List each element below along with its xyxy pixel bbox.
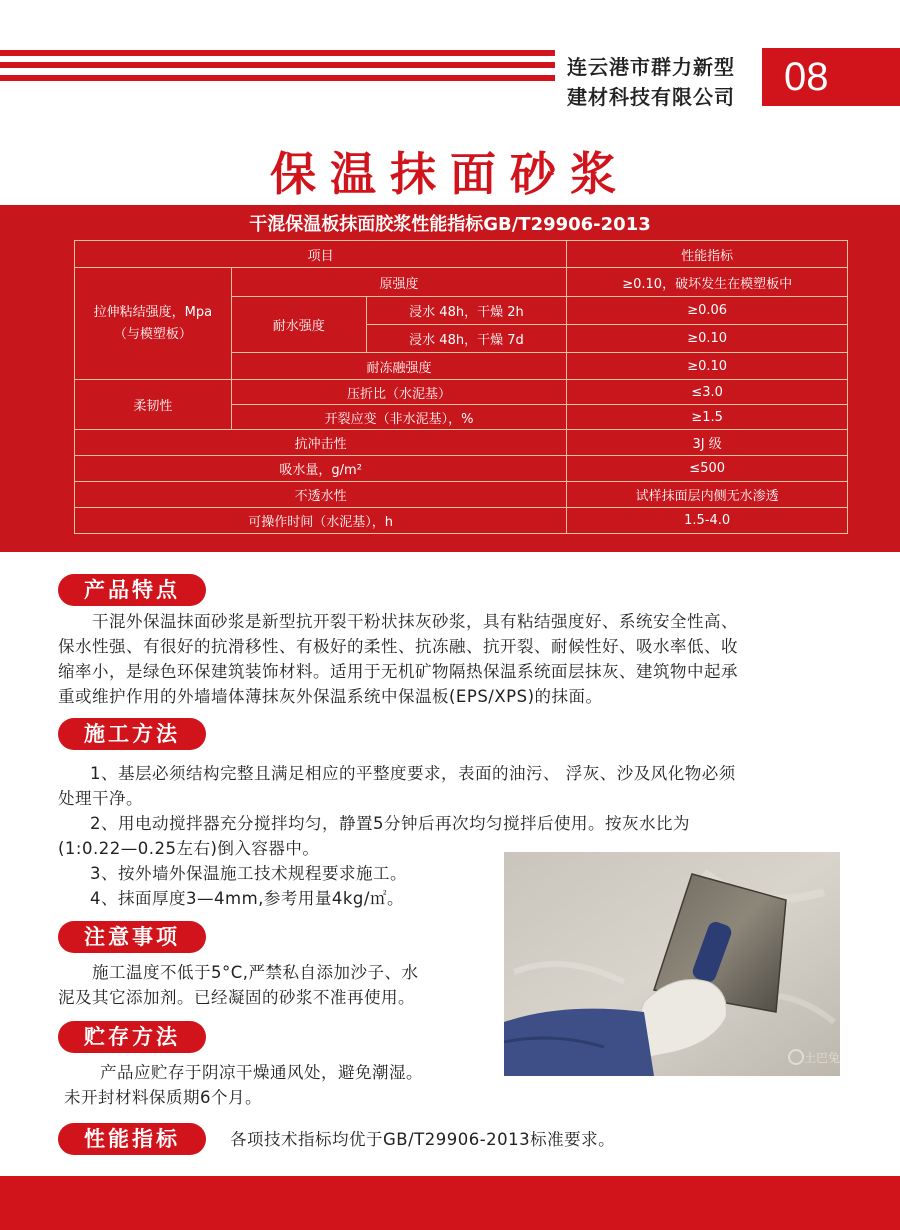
features-line-4: 重或维护作用的外墙墙体薄抹灰外保温系统中保温板(EPS/XPS)的抹面。 bbox=[58, 687, 603, 706]
trowel-plastering-illustration bbox=[504, 852, 840, 1076]
cell-ratio-value: ≤3.0 bbox=[567, 380, 848, 405]
company-name bbox=[567, 52, 735, 112]
table-header-value: 性能指标 bbox=[567, 241, 848, 268]
features-text bbox=[58, 609, 858, 709]
table-row bbox=[75, 456, 848, 482]
page-number: 08 bbox=[762, 48, 900, 106]
storage-line-2: 未开封材料保质期6个月。 bbox=[64, 1088, 262, 1107]
table-row bbox=[75, 241, 848, 268]
cell-original: 原强度 bbox=[231, 268, 567, 297]
cell-soak-7d: 浸水 48h，干燥 7d bbox=[366, 325, 567, 353]
table-header-item: 项目 bbox=[75, 241, 567, 268]
method-step-1: 1、基层必须结构完整且满足相应的平整度要求，表面的油污、 浮灰、沙及风化物必须 bbox=[90, 764, 736, 783]
group-tensile-sub: （与模塑板） bbox=[113, 326, 192, 342]
storage-line-1: 产品应贮存于阴凉干燥通风处，避免潮湿。 bbox=[100, 1063, 423, 1082]
cell-impermeability: 不透水性 bbox=[75, 482, 567, 508]
company-name-line2: 建材科技有限公司 bbox=[567, 85, 735, 109]
spec-table-title: 干混保温板抹面胶浆性能指标GB/T29906-2013 bbox=[249, 214, 651, 235]
cell-crack: 开裂应变（非水泥基），% bbox=[231, 405, 567, 430]
footer-bar bbox=[0, 1176, 900, 1230]
notes-line-1: 施工温度不低于5°C,严禁私自添加沙子、水 bbox=[92, 963, 419, 982]
group-flexibility: 柔韧性 bbox=[75, 380, 232, 430]
company-name-line1: 连云港市群力新型 bbox=[567, 55, 735, 79]
section-label-performance: 性能指标 bbox=[58, 1123, 206, 1155]
table-row bbox=[75, 380, 848, 405]
method-step-1-cont: 处理干净。 bbox=[58, 789, 143, 808]
header-stripe-2 bbox=[0, 62, 555, 68]
table-row bbox=[75, 430, 848, 456]
cell-ratio: 压折比（水泥基） bbox=[231, 380, 567, 405]
header-stripe-3 bbox=[0, 75, 555, 81]
cell-freeze-value: ≥0.10 bbox=[567, 353, 848, 380]
cell-impact: 抗冲击性 bbox=[75, 430, 567, 456]
group-tensile-label: 拉伸粘结强度，Mpa bbox=[93, 304, 213, 320]
section-label-method: 施工方法 bbox=[58, 718, 206, 750]
method-step-2-cont: (1:0.22—0.25左右)倒入容器中。 bbox=[58, 839, 320, 858]
cell-soak-2h-value: ≥0.06 bbox=[567, 297, 848, 325]
table-row bbox=[75, 482, 848, 508]
features-line-1: 干混外保温抹面砂浆是新型抗开裂干粉状抹灰砂浆，具有粘结强度好、系统安全性高、 bbox=[92, 612, 738, 631]
spec-table bbox=[74, 240, 848, 534]
cell-impermeability-value: 试样抹面层内侧无水渗透 bbox=[567, 482, 848, 508]
notes-line-2: 泥及其它添加剂。已经凝固的砂浆不准再使用。 bbox=[58, 988, 415, 1007]
method-step-2: 2、用电动搅拌器充分搅拌均匀，静置5分钟后再次均匀搅拌后使用。按灰水比为 bbox=[90, 814, 690, 833]
cell-absorb: 吸水量，g/m² bbox=[75, 456, 567, 482]
cell-crack-value: ≥1.5 bbox=[567, 405, 848, 430]
cell-soak-2h: 浸水 48h，干燥 2h bbox=[366, 297, 567, 325]
features-line-3: 缩率小，是绿色环保建筑装饰材料。适用于无机矿物隔热保温系统面层抹灰、建筑物中起承 bbox=[58, 662, 738, 681]
method-step-4: 4、抹面厚度3—4mm,参考用量4kg/㎡。 bbox=[90, 889, 404, 908]
header-stripe-1 bbox=[0, 50, 555, 56]
notes-text bbox=[58, 960, 488, 1010]
performance-text: 各项技术指标均优于GB/T29906-2013标准要求。 bbox=[230, 1130, 616, 1149]
cell-absorb-value: ≤500 bbox=[567, 456, 848, 482]
section-label-storage: 贮存方法 bbox=[58, 1021, 206, 1053]
table-row bbox=[75, 268, 848, 297]
storage-text bbox=[58, 1060, 498, 1110]
table-row bbox=[75, 508, 848, 534]
cell-freeze: 耐冻融强度 bbox=[231, 353, 567, 380]
cell-impact-value: 3J 级 bbox=[567, 430, 848, 456]
method-step-3: 3、按外墙外保温施工技术规程要求施工。 bbox=[90, 864, 407, 883]
features-line-2: 保水性强、有很好的抗滑移性、有极好的柔性、抗冻融、抗开裂、耐候性好、吸水率低、收 bbox=[58, 637, 738, 656]
cell-soak-7d-value: ≥0.10 bbox=[567, 325, 848, 353]
cell-time-value: 1.5-4.0 bbox=[567, 508, 848, 534]
section-label-features: 产品特点 bbox=[58, 574, 206, 606]
cell-water-resistance: 耐水强度 bbox=[231, 297, 366, 353]
section-label-notes: 注意事项 bbox=[58, 921, 206, 953]
cell-time: 可操作时间（水泥基），h bbox=[75, 508, 567, 534]
photo-watermark: 土巴兔 bbox=[804, 1051, 840, 1065]
page-title: 保温抹面砂浆 bbox=[270, 147, 630, 201]
plastering-photo bbox=[504, 852, 840, 1076]
group-tensile bbox=[75, 268, 232, 380]
cell-original-value: ≥0.10，破坏发生在模塑板中 bbox=[567, 268, 848, 297]
